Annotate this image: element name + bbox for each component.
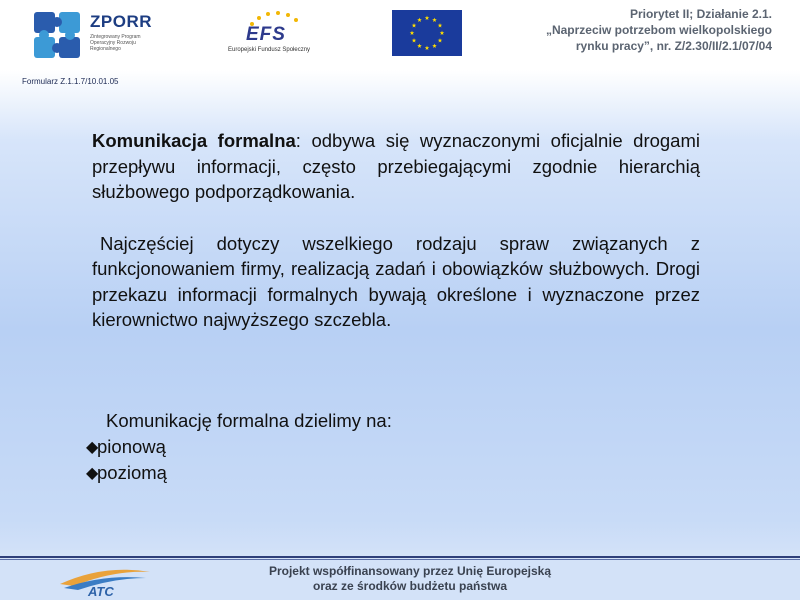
definition-text: : odbywa się wyznaczonymi oficjalnie drogami przepływu informacji, często przebiegającymi zgodnie hierarchią służbowego podporządkowania.: [92, 130, 700, 202]
funding-note: [245, 564, 575, 594]
eu-star: [432, 18, 437, 22]
eu-star: [425, 46, 430, 50]
efs-caption: Europejski Fundusz Społeczny: [228, 47, 311, 53]
eu-star: [440, 31, 445, 35]
zporr-subtitle: Zintegrowany Program Operacyjny Rozwoju Regionalnego: [90, 34, 141, 52]
footer-divider-thin: [0, 559, 800, 560]
footer: [0, 556, 800, 600]
eu-star: [412, 23, 417, 27]
eu-star: [425, 16, 430, 20]
eu-star: [412, 38, 417, 42]
header-logos: [0, 0, 800, 66]
funding-line1: Projekt współfinansowany przez Unię Europejską: [268, 564, 552, 578]
eu-star: [432, 44, 437, 48]
eu-star: [410, 31, 415, 35]
division-intro: Komunikację formalna dzielimy na:: [106, 410, 392, 431]
footer-divider: [0, 556, 800, 558]
eu-star: [417, 44, 422, 48]
bullet-icon: ◆: [86, 463, 99, 482]
efs-logo: [228, 10, 318, 60]
list-item-label: pionową: [97, 436, 166, 457]
list-item: [86, 460, 392, 486]
bullet-icon: ◆: [86, 437, 99, 456]
priority-line3: rynku pracy”, nr. Z/2.30/II/2.1/07/04: [575, 39, 772, 53]
eu-star: [438, 23, 443, 27]
main-content: [92, 128, 700, 333]
term-formal-communication: Komunikacja formalna: [92, 130, 296, 151]
form-code: Formularz Z.1.1.7/10.01.05: [22, 77, 119, 86]
details-paragraph: Najczęściej dotyczy wszelkiego rodzaju spraw związanych z funkcjonowaniem firmy, realizacją zadań i obowiązków służbowych. Drogi przekazu informacji formalnych bywają określone i wyznaczone przez kierownictwo najwyższego szczebla.: [92, 232, 700, 330]
priority-info: [452, 6, 772, 54]
eu-star: [438, 38, 443, 42]
zporr-logo: [32, 10, 182, 60]
efs-mark: EFS: [246, 24, 286, 45]
list-item-label: poziomą: [97, 462, 167, 483]
atc-mark: ATC: [88, 584, 114, 598]
puzzle-icon: [32, 10, 82, 60]
funding-line2: oraz ze środków budżetu państwa: [312, 579, 508, 593]
zporr-title: ZPORR: [90, 12, 152, 31]
list-item: [86, 434, 392, 460]
priority-line1: Priorytet II; Działanie 2.1.: [629, 7, 772, 21]
definition-paragraph: [92, 128, 700, 205]
division-list: [86, 408, 392, 486]
priority-line2: „Naprzeciw potrzebom wielkopolskiego: [545, 23, 772, 37]
eu-star: [417, 18, 422, 22]
atc-logo: [54, 562, 154, 598]
